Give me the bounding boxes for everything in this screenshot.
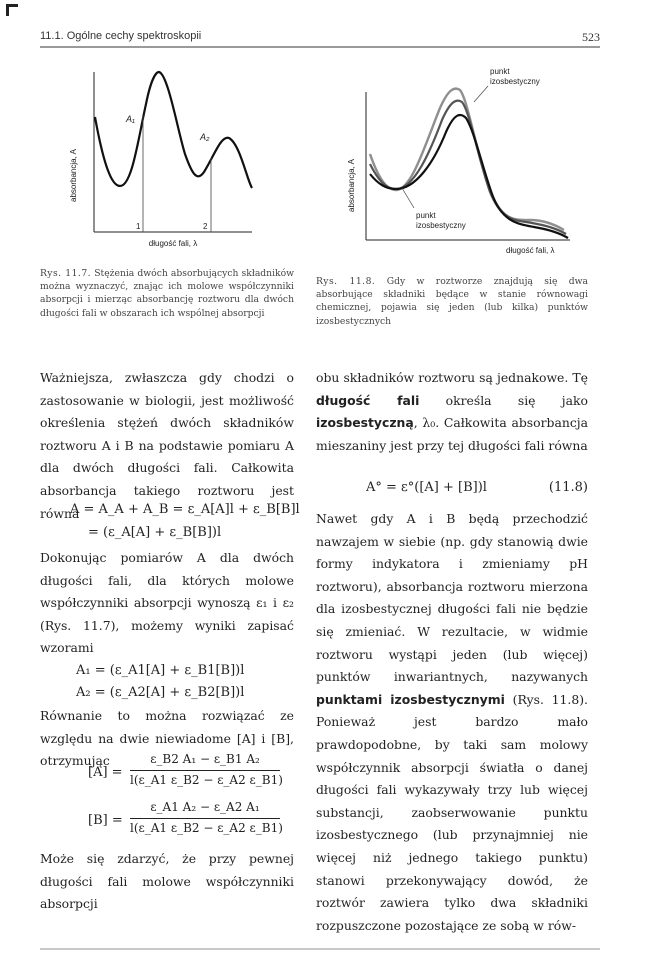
fig8-caption-text: Gdy w roztworze znajdują się dwa absorbujące składniki będące w stanie równowagi chemicznej, pojawia się jeden (lub kilka) punktów izosbestycznych [316, 276, 589, 327]
right-p1-text-a: obu składników roztworu są jednakowe. Tę [316, 370, 588, 385]
equation-total-absorbance-2 [88, 525, 221, 540]
footer-rule [40, 948, 600, 950]
eq-a1-text: A₁ = (ε_A1[A] + ε_B1[B])l [76, 663, 245, 678]
fig7-y-label: absorbancja, A [69, 149, 78, 202]
figure-11-8-plot [330, 62, 600, 262]
page-number: 523 [582, 30, 600, 44]
figure-11-7 [40, 62, 310, 262]
term-wavelength: długość fali [316, 392, 420, 408]
right-p2-text-a: Nawet gdy A i B będą przechodzić nawzajem w siebie (np. gdy stanowią dwie formy indykatora i zmieniamy pH roztworu), absorbancja roztworu mierzona dla izosbestycznej długości fali nie będzie się zmieniać. W rezultacie, w widmie roztworu wystąpi jeden (lub więcej) punktów inwariantnych, nazywanych [316, 511, 588, 685]
fig8-x-label: długość fali, λ [506, 246, 555, 255]
fig8-spectrum-curve-1 [370, 89, 564, 230]
eq-11-8-number: (11.8) [548, 480, 588, 495]
fig8-annot-top-line2: izosbestyczny [490, 77, 540, 86]
left-column-p4 [40, 848, 294, 916]
left-paragraph-4: Może się zdarzyć, że przy pewnej długości fali molowe współczynniki absorpcji [40, 851, 294, 912]
fig8-y-label: absorbancja, A [347, 159, 356, 212]
left-paragraph-2: Dokonując pomiarów A dla dwóch długości fali, dla których molowe współczynniki absorpcji wynoszą ε₁ i ε₂ (Rys. 11.7), możemy wyniki zapisać wzorami [40, 550, 294, 656]
right-paragraph-2 [316, 508, 588, 937]
fig7-absorbance-curve [95, 72, 252, 188]
fig8-annot-bottom-line1: punkt [416, 211, 436, 220]
figure-11-7-plot [40, 62, 310, 262]
eq-11-8-text: A° = ε°([A] + [B])l [366, 480, 487, 495]
eq-a2-text: A₂ = (ε_A2[A] + ε_B2[B])l [76, 685, 245, 700]
fig8-annot-bottom-leader [402, 188, 414, 208]
eq-total-line1: A = A_A + A_B = ε_A[A]l + ε_B[B]l [70, 502, 300, 517]
left-paragraph-3: Równanie to można rozwiązać ze względu na dwie niewiadome [A] i [B], otrzymując [40, 708, 294, 769]
right-p1-text-c: określa się jako [419, 392, 588, 408]
fraction-a [130, 752, 283, 788]
fraction-b [130, 800, 283, 836]
fig7-caption-text: Stężenia dwóch absorbujących składników można wyznaczyć, znając ich molowe współczynniki absorpcji i mierząc absorbancję roztworu dla dwóch długości fali w obszarach ich wspólnej absorpcji [40, 268, 294, 319]
right-column-p2 [316, 508, 588, 937]
figure-11-8 [330, 62, 600, 262]
figure-11-8-caption [316, 275, 588, 328]
fig7-caption-label: Rys. 11.7. [40, 268, 92, 279]
fig8-annot-top-line1: punkt [490, 67, 510, 76]
frac-a-numerator: ε_B2 A₁ − ε_B1 A₂ [150, 752, 260, 766]
fig8-annot-bottom-line2: izosbestyczny [416, 221, 466, 230]
figure-11-7-caption [40, 267, 294, 320]
frac-b-bar [130, 818, 280, 819]
frac-a-lhs-text: [A] = [88, 765, 123, 780]
fig7-mark-1: 1 [136, 222, 141, 231]
equation-total-absorbance [70, 502, 300, 517]
frac-a-bar [130, 770, 280, 771]
eq-total-line2: = (ε_A[A] + ε_B[B])l [88, 525, 222, 540]
fig8-annot-top-leader [474, 86, 488, 102]
page-corner-mark [6, 4, 18, 16]
frac-b-denominator: l(ε_A1 ε_B2 − ε_A2 ε_B1) [130, 821, 283, 835]
fraction-a-lhs [88, 765, 123, 780]
right-paragraph-1 [316, 367, 588, 457]
right-p1-text-d: , λ₀. Całkowita absorbancja mieszaniny jest przy tej długości fali równa [316, 415, 588, 453]
equation-11-8 [366, 480, 588, 495]
term-isosbestic-points: punktami izosbestycznymi [316, 691, 505, 707]
equation-a2 [76, 685, 244, 700]
frac-b-lhs-text: [B] = [88, 813, 123, 828]
fig7-x-label: długość fali, λ [148, 239, 198, 248]
frac-a-denominator: l(ε_A1 ε_B2 − ε_A2 ε_B1) [130, 773, 283, 787]
term-isosbestic: izosbestyczną [316, 415, 414, 431]
left-paragraph-1: Ważniejsza, zwłaszcza gdy chodzi o zastosowanie w biologii, jest możliwość określenia stężeń dwóch składników roztworu A i B na podstawie pomiaru A dla dwóch długości fali. Całkowita absorbancja takiego roztworu jest równa [40, 370, 294, 521]
left-column-p2 [40, 547, 294, 660]
fig8-caption-label: Rys. 11.8. [316, 276, 376, 287]
fig7-mark-2: 2 [203, 222, 208, 231]
page-header [40, 30, 600, 48]
frac-b-numerator: ε_A1 A₂ − ε_A2 A₁ [150, 800, 260, 814]
right-column-p1 [316, 367, 588, 457]
fig7-peak1-label: A₁ [126, 114, 135, 124]
equation-a1 [76, 663, 244, 678]
fraction-b-lhs [88, 813, 123, 828]
header-rule [40, 46, 600, 48]
fig7-peak2-label: A₂ [200, 132, 210, 142]
running-header-section: 11.1. Ogólne cechy spektroskopii [40, 30, 202, 42]
right-p2-text-c: (Rys. 11.8). Ponieważ jest bardzo mało prawdopodobne, by taki sam molowy współczynnik absorpcji światła o danej długości fali wykazywały trzy lub więcej substancji, zaobserwowanie punktu izosbestycznego (lub przynajmniej nie więcej niż jednego takiego punktu) stanowi przekonywający dowód, że roztwór zawiera tylko dwa składniki rozpuszczone pozostające ze sobą w rów- [316, 691, 588, 933]
